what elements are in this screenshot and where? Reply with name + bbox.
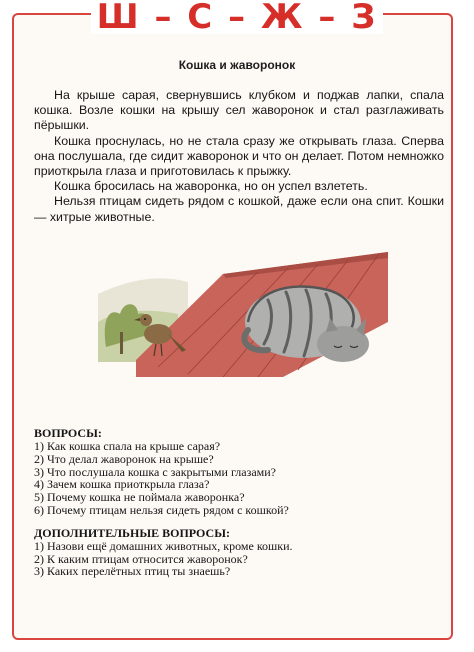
story-paragraph: На крыше сарая, свернувшись клубком и поджав лапки, спала кошка. Возле кошки на крышу сел жаворонок и стал разглаживать пёрышки. bbox=[34, 88, 444, 133]
questions-list bbox=[34, 440, 444, 517]
letter-header bbox=[0, 0, 474, 37]
extra-questions-heading: ДОПОЛНИТЕЛЬНЫЕ ВОПРОСЫ: bbox=[34, 525, 230, 540]
header-letters: Ш – С – Ж – З bbox=[91, 0, 384, 34]
extra-question-item: 2) К каким птицам относится жаворонок? bbox=[34, 551, 248, 566]
story-paragraph: Кошка бросилась на жаворонка, но он успел взлететь. bbox=[54, 179, 368, 194]
story-paragraph: Нельзя птицам сидеть рядом с кошкой, даже если она спит. Кошки — хитрые животные. bbox=[34, 194, 444, 224]
question-item: 4) Зачем кошка приоткрыла глаза? bbox=[34, 477, 210, 492]
questions-section bbox=[34, 426, 444, 578]
questions-heading: ВОПРОСЫ: bbox=[34, 426, 102, 440]
question-item: 6) Почему птицам нельзя сидеть рядом с кошкой? bbox=[34, 502, 289, 517]
question-item: 5) Почему кошка не поймала жаворонка? bbox=[34, 490, 245, 505]
story-text bbox=[34, 88, 444, 225]
extra-question-item: 1) Назови ещё домашних животных, кроме кошки. bbox=[34, 538, 293, 553]
question-item: 1) Как кошка спала на крыше сарая? bbox=[34, 439, 221, 453]
question-item: 2) Что делал жаворонок на крыше? bbox=[34, 451, 214, 466]
story-title: Кошка и жаворонок bbox=[178, 58, 296, 72]
question-item: 3) Что послушала кошка с закрытыми глазами? bbox=[34, 464, 276, 479]
extra-questions-list bbox=[34, 540, 444, 578]
story-paragraph: Кошка проснулась, но не стала сразу же открывать глаза. Сперва она послушала, где сидит жаворонок и что он делает. Потом немножко приоткрыла глаза и приготовилась к прыжку. bbox=[34, 133, 444, 179]
extra-question-item: 3) Каких перелётных птиц ты знаешь? bbox=[34, 564, 231, 579]
cat-and-lark-illustration bbox=[98, 252, 388, 377]
